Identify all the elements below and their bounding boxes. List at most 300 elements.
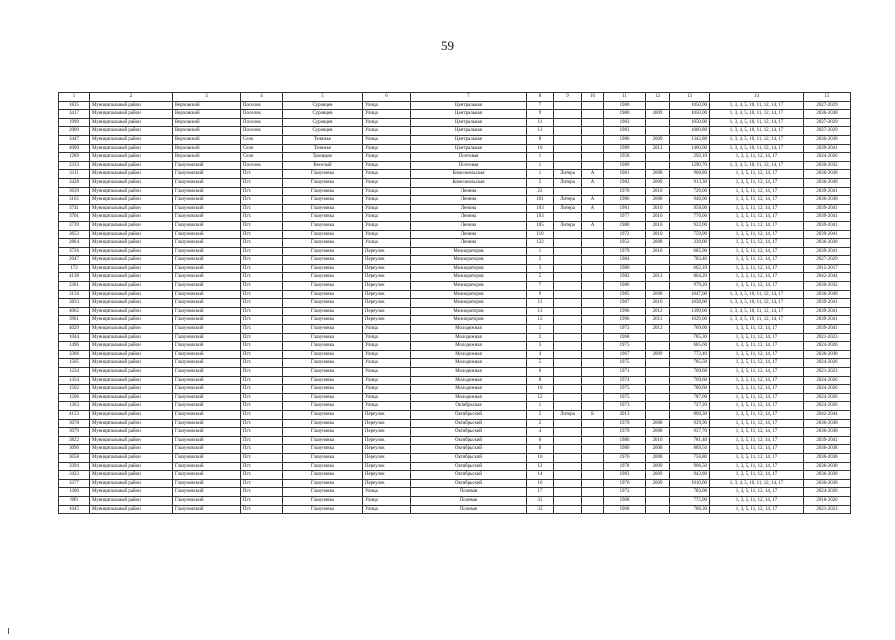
table-cell: 1, 3, 4, 5, 10, 11, 12, 14, 17 [710,127,804,136]
table-cell [646,118,670,127]
table-cell [582,496,604,505]
table-cell: Пгт. [241,325,283,334]
table-cell: 2024-2026 [804,359,851,368]
table-cell: Муниципальный район [90,325,173,334]
table-cell: 2361 [59,282,90,291]
table-cell: 1045 [59,505,90,514]
table-cell: Глазуновский [173,290,241,299]
table-cell: 11 [527,299,554,308]
table-cell [646,127,670,136]
table-cell: 2027-2029 [804,256,851,265]
table-cell: Переулок [363,316,411,325]
table-cell: Улица [363,161,411,170]
table-cell [554,350,582,359]
table-cell [582,445,604,454]
table-cell: Пгт. [241,342,283,351]
table-cell: 1, 3, 5, 11, 12, 14, 17 [710,273,804,282]
table-cell: 2039-2041 [804,213,851,222]
table-cell [582,161,604,170]
table-cell: 3822 [59,436,90,445]
table-cell: 2036-2038 [804,462,851,471]
table-row [59,273,851,282]
table-cell: Муниципальный район [90,402,173,411]
table-cell: Глазуновский [173,230,241,239]
table-cell: Ленина [411,230,527,239]
table-cell: 1990 [604,307,646,316]
table-cell [646,333,670,342]
table-cell: 5 [527,273,554,282]
column-header: 15 [804,93,851,102]
table-cell: 1986 [604,282,646,291]
table-row [59,496,851,505]
table-cell [554,479,582,488]
table-row [59,462,851,471]
table-cell [554,239,582,248]
table-cell: 1, 3, 5, 11, 12, 14, 17 [710,410,804,419]
table-cell: 1, 3, 4, 5, 10, 11, 12, 14, 17 [710,110,804,119]
table-cell [582,187,604,196]
table-cell: Глазуновский [173,196,241,205]
table-cell: Переулок [363,471,411,480]
table-cell: 10 [527,453,554,462]
table-cell: 1 [527,402,554,411]
table-cell: 1289 [59,153,90,162]
table-cell: Пгт. [241,368,283,377]
table-cell: 1975 [604,385,646,394]
table-cell: Улица [363,359,411,368]
table-cell [554,453,582,462]
table-cell: Верховский [173,127,241,136]
table-cell: Пгт. [241,316,283,325]
table-cell: Глазуновский [173,471,241,480]
table-cell: 1975 [604,359,646,368]
table-row [59,436,851,445]
table-cell: 2008 [646,419,670,428]
table-cell: Пгт. [241,488,283,497]
table-cell: Глазуновка [283,187,363,196]
table-row [59,187,851,196]
table-row [59,376,851,385]
table-cell: 3 [527,264,554,273]
table-cell: Октябрьский [411,428,527,437]
table-cell: Глазуновка [283,290,363,299]
table-cell: 769,60 [670,376,710,385]
table-cell: Улица [363,488,411,497]
table-cell: Пгт. [241,479,283,488]
table-cell: Муниципальный район [90,307,173,316]
table-cell: 2009 [646,462,670,471]
page-number: 59 [441,38,454,53]
table-cell: 1, 3, 5, 11, 12, 14, 17 [710,178,804,187]
table-cell [554,359,582,368]
table-row [59,419,851,428]
table-cell: 2 [527,333,554,342]
table-cell: Глазуновский [173,462,241,471]
table-cell: Глазуновский [173,393,241,402]
table-cell: 3111 [59,170,90,179]
table-cell: Пгт. [241,290,283,299]
table-cell: Центральная [411,118,527,127]
table-cell: 1972 [604,230,646,239]
table-cell [582,273,604,282]
table-cell: 3058 [59,453,90,462]
table-row [59,239,851,248]
table-cell: Глазуновка [283,436,363,445]
table-cell: Глазуновка [283,307,363,316]
table-cell: Глазуновский [173,488,241,497]
table-cell: 172 [59,264,90,273]
table-cell [554,419,582,428]
table-cell [582,213,604,222]
table-cell: 3428 [59,178,90,187]
table-cell: 1987 [604,299,646,308]
table-cell: 1, 3, 5, 11, 12, 14, 17 [710,428,804,437]
table-cell: 6 [527,436,554,445]
table-cell: Троицкое [283,153,363,162]
table-row [59,445,851,454]
table-cell [554,230,582,239]
table-row [59,153,851,162]
table-cell: 942,80 [670,471,710,480]
table-cell: Молодежная [411,393,527,402]
table-cell [646,153,670,162]
table-cell: Переулок [363,247,411,256]
table-cell: 785,50 [670,359,710,368]
table-cell: Село [241,153,283,162]
table-cell: Улица [363,127,411,136]
table-cell [582,316,604,325]
table-cell: 1, 3, 5, 11, 12, 14, 17 [710,436,804,445]
table-cell: Глазуновка [283,230,363,239]
table-cell: 2008 [646,196,670,205]
table-cell: 785,30 [670,333,710,342]
table-cell: 2009 [646,479,670,488]
table-cell: Молодежная [411,325,527,334]
table-cell: 2012 [646,307,670,316]
table-cell: Пгт. [241,376,283,385]
table-cell: Октябрьский [411,462,527,471]
table-cell: Муниципальный район [90,299,173,308]
table-cell: 2 [527,410,554,419]
table-cell: Улица [363,144,411,153]
table-cell [554,144,582,153]
table-cell: 9 [527,110,554,119]
table-cell: Улица [363,135,411,144]
table-cell: 1505 [59,359,90,368]
table-cell: Улица [363,196,411,205]
table-cell: 2036-2038 [804,471,851,480]
table-cell: Глазуновский [173,204,241,213]
table-cell: Переулок [363,299,411,308]
table-cell: 1979 [604,428,646,437]
table-cell: 2010 [646,204,670,213]
table-cell: Мелиораторов [411,290,527,299]
table-cell: Глазуновка [283,445,363,454]
table-cell: Муниципальный район [90,230,173,239]
table-cell: 1, 3, 5, 11, 12, 14, 17 [710,419,804,428]
table-cell: Пгт. [241,170,283,179]
table-cell: Глазуновский [173,273,241,282]
table-cell: 4153 [59,410,90,419]
table-cell: Улица [363,505,411,514]
table-cell: 1, 3, 5, 11, 12, 14, 17 [710,264,804,273]
table-cell: 11 [527,118,554,127]
table-row [59,342,851,351]
table-cell: Муниципальный район [90,419,173,428]
column-header: 14 [710,93,804,102]
table-cell: Глазуновский [173,505,241,514]
table-row [59,247,851,256]
table-cell: Молодежная [411,333,527,342]
table-cell: Переулок [363,264,411,273]
table-cell: Улица [363,153,411,162]
table-cell [582,101,604,110]
table-cell: Пгт. [241,187,283,196]
table-cell: 800,30 [670,410,710,419]
table-cell: Ленина [411,204,527,213]
table-cell: Муниципальный район [90,359,173,368]
table-cell: Улица [363,325,411,334]
table-cell: Глазуновский [173,213,241,222]
table-cell: Пгт. [241,505,283,514]
table-cell: 2036-2038 [804,290,851,299]
table-cell: 3 [527,342,554,351]
table-cell: Пгт. [241,385,283,394]
table-cell: Переулок [363,479,411,488]
table-cell: 1982 [604,273,646,282]
table-cell: Улица [363,213,411,222]
column-header: 5 [283,93,363,102]
table-cell: 2 [527,256,554,265]
table-cell: Улица [363,239,411,248]
table-cell: 3165 [59,196,90,205]
table-cell: Мелиораторов [411,273,527,282]
table-cell: 1973 [604,402,646,411]
table-cell [554,436,582,445]
table-cell [646,342,670,351]
table-row [59,479,851,488]
table-cell: Глазуновский [173,436,241,445]
table-cell: Муниципальный район [90,368,173,377]
table-cell: 1983 [604,118,646,127]
table-cell: Глазуновский [173,359,241,368]
table-cell: 900,80 [670,170,710,179]
table-cell: Пгт. [241,213,283,222]
table-cell: Глазуновский [173,453,241,462]
table-cell [554,290,582,299]
table-cell: Литера [554,204,582,213]
table-cell: Муниципальный район [90,479,173,488]
table-cell: 3741 [59,204,90,213]
table-cell [582,256,604,265]
table-cell: 2036-2038 [804,445,851,454]
table-cell: 1, 3, 5, 11, 12, 14, 17 [710,221,804,230]
table-cell: Улица [363,496,411,505]
table-cell: 913,30 [670,178,710,187]
table-cell: Пгт. [241,436,283,445]
table-cell: 10 [527,385,554,394]
table-cell: Муниципальный район [90,505,173,514]
table-cell [582,264,604,273]
table-cell [554,118,582,127]
table-cell: 2010 [646,221,670,230]
table-cell: Улица [363,187,411,196]
table-cell [582,368,604,377]
table-cell [582,350,604,359]
table-cell [582,307,604,316]
table-cell: 105 [527,221,554,230]
table-cell: 1986 [604,436,646,445]
table-cell: Молодежная [411,368,527,377]
table-cell: Октябрьский [411,445,527,454]
table-cell: 2036-2038 [804,135,851,144]
column-header: 8 [527,93,554,102]
table-cell: Глазуновский [173,333,241,342]
table-cell: 2024-2026 [804,385,851,394]
table-cell: Муниципальный район [90,221,173,230]
table-cell: 2010 [646,230,670,239]
table-cell: Глазуновский [173,496,241,505]
table-cell [554,333,582,342]
table-cell: 10 [527,144,554,153]
table-cell: Глазуновка [283,256,363,265]
table-cell: 769,00 [670,325,710,334]
table-cell [582,290,604,299]
table-cell [554,153,582,162]
table-cell: 1975 [604,393,646,402]
table-cell: Глазуновка [283,178,363,187]
table-cell [554,462,582,471]
table-cell: Муниципальный район [90,127,173,136]
column-header: 6 [363,93,411,102]
table-row [59,204,851,213]
table-cell: Суровцев [283,110,363,119]
table-cell: Муниципальный район [90,393,173,402]
table-cell: Пгт. [241,462,283,471]
table-cell: Глазуновка [283,213,363,222]
table-cell: 1990 [604,316,646,325]
table-cell: 3653 [59,230,90,239]
table-cell: 2012 [646,325,670,334]
table-cell: Литера [554,410,582,419]
table-cell: 3078 [59,419,90,428]
table-cell: Улица [363,178,411,187]
table-cell: Почтовая [411,153,527,162]
table-cell: Мелиораторов [411,264,527,273]
table-cell: 1, 3, 5, 11, 12, 14, 17 [710,196,804,205]
table-cell: 15 [527,316,554,325]
table-cell [554,325,582,334]
table-cell: Центральная [411,135,527,144]
table-cell [582,325,604,334]
table-cell: 2036-2038 [804,170,851,179]
table-cell: Пгт. [241,221,283,230]
table-cell: Глазуновский [173,161,241,170]
table-cell: 3739 [59,221,90,230]
table-cell: Верховский [173,101,241,110]
table-cell [646,385,670,394]
table-cell: Комсомольская [411,170,527,179]
table-cell: Муниципальный район [90,445,173,454]
table-cell: Переулок [363,428,411,437]
table-cell: Пгт. [241,239,283,248]
table-cell: 3433 [59,471,90,480]
table-cell: 2036-2038 [804,196,851,205]
table-cell: Муниципальный район [90,376,173,385]
table-cell: 1989 [604,161,646,170]
table-cell: Ленина [411,239,527,248]
table-row [59,118,851,127]
table-cell [582,333,604,342]
table-cell: Улица [363,376,411,385]
table-row [59,196,851,205]
table-cell: Пгт. [241,359,283,368]
table-cell: Пгт. [241,282,283,291]
table-cell: Муниципальный район [90,153,173,162]
table-cell: 2333 [59,161,90,170]
table-cell: Муниципальный район [90,135,173,144]
table-cell [554,488,582,497]
table-cell: 1058,00 [670,299,710,308]
table-cell: Молодежная [411,350,527,359]
table-cell: 2009 [646,471,670,480]
table-cell: Теляжье [283,144,363,153]
column-header: 7 [411,93,527,102]
column-header: 1 [59,93,90,102]
table-cell: Муниципальный район [90,471,173,480]
table-row [59,333,851,342]
table-cell: 922,00 [670,221,710,230]
table-cell [554,307,582,316]
table-cell: Глазуновский [173,342,241,351]
table-cell: 1, 3, 5, 11, 12, 14, 17 [710,239,804,248]
table-cell: Переулок [363,453,411,462]
table-cell: 292,10 [670,153,710,162]
table-cell [582,110,604,119]
table-cell: 2010 [646,299,670,308]
table-cell: Переулок [363,419,411,428]
table-cell: А [582,178,604,187]
table-cell: 1060,80 [670,127,710,136]
table-cell: Комсомольская [411,178,527,187]
table-cell: 2027-2029 [804,101,851,110]
table-cell: 8 [527,135,554,144]
table-cell: 1 [527,153,554,162]
table-cell: 769,60 [670,368,710,377]
table-cell [646,256,670,265]
table-cell: 2012 [646,144,670,153]
table-cell: Улица [363,393,411,402]
table-row [59,393,851,402]
table-cell: 1047,00 [670,290,710,299]
table-cell: Глазуновка [283,316,363,325]
table-cell [582,385,604,394]
table-cell: 31 [527,496,554,505]
table-cell [646,393,670,402]
table-cell: 3639 [59,187,90,196]
table-cell: Глазуновка [283,196,363,205]
table-cell: Улица [363,342,411,351]
table-cell: 2027-2029 [804,118,851,127]
table-cell [646,402,670,411]
table-cell: Пгт. [241,333,283,342]
table-cell: Пгт. [241,445,283,454]
table-cell: 2008 [646,428,670,437]
table-cell: Почтовая [411,161,527,170]
table-cell: Муниципальный район [90,333,173,342]
table-cell: 1, 3, 5, 11, 12, 14, 17 [710,153,804,162]
table-cell: Муниципальный район [90,170,173,179]
